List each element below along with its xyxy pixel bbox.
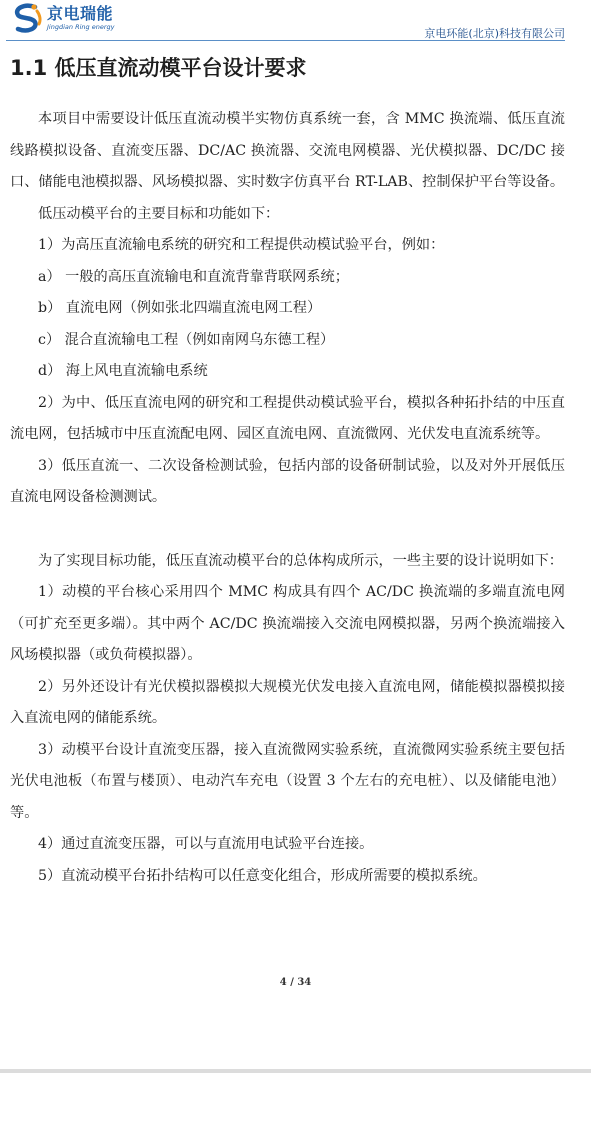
paragraph-goal-2: 2）为中、低压直流电网的研究和工程提供动模试验平台，模拟各种拓扑结的中压直流电网，包括城市中压直流配电网、园区直流电网、直流微网、光伏发电直流系统等。 xyxy=(10,394,565,442)
paragraph-design-2: 2）另外还设计有光伏模拟器模拟大规模光伏发电接入直流电网，储能模拟器模拟接入直流电网的储能系统。 xyxy=(10,678,565,726)
page-number: 4 / 34 xyxy=(279,977,312,988)
document-body xyxy=(10,104,565,892)
paragraph-goal-3: 3）低压直流一、二次设备检测试验，包括内部的设备研制试验，以及对外开展低压直流电网设备检测测试。 xyxy=(10,457,565,505)
list-item-c: c） 混合直流输电工程（例如南网乌东德工程） xyxy=(38,331,335,348)
paragraph-goal-1: 1）为高压直流输电系统的研究和工程提供动模试验平台，例如： xyxy=(38,237,445,253)
paragraph-gap xyxy=(10,514,565,546)
paragraph-design-1: 1）动模的平台核心采用四个 MMC 构成具有四个 AC/DC 换流端的多端直流电网（可扩充至更多端）。其中两个 AC/DC 换流端接入交流电网模拟器，另两个换流端接入风场模拟器（或负荷模拟器）。 xyxy=(10,584,565,663)
paragraph-design-4: 4）通过直流变压器，可以与直流用电试验平台连接。 xyxy=(38,836,374,852)
paragraph-design-intro: 为了实现目标功能，低压直流动模平台的总体构成所示，一些主要的设计说明如下： xyxy=(38,552,563,569)
logo-swirl-icon xyxy=(10,2,44,34)
company-name: 京电环能(北京)科技有限公司 xyxy=(424,27,565,40)
list-item-d: d） 海上风电直流输电系统 xyxy=(38,363,208,379)
page-header xyxy=(0,0,591,42)
list-item-b: b） 直流电网（例如张北四端直流电网工程） xyxy=(38,300,322,316)
section-title: 1.1 低压直流动模平台设计要求 xyxy=(10,56,307,80)
list-item-a: a） 一般的高压直流输电和直流背靠背联网系统； xyxy=(38,268,349,285)
company-logo xyxy=(10,2,114,34)
logo-english-name: Jingdian Ring energy xyxy=(47,22,115,31)
header-divider xyxy=(6,40,565,41)
paragraph-design-5: 5）直流动模平台拓扑结构可以任意变化组合，形成所需要的模拟系统。 xyxy=(38,867,487,884)
page-bottom-divider xyxy=(0,1069,591,1073)
logo-name: 京电瑞能 xyxy=(47,3,114,23)
paragraph-goals-heading: 低压动模平台的主要目标和功能如下： xyxy=(38,205,280,222)
paragraph-intro: 本项目中需要设计低压直流动模半实物仿真系统一套，含 MMC 换流端、低压直流线路模拟设备、直流变压器、DC/AC 换流器、交流电网模器、光伏模拟器、DC/DC 接口、储能电池模拟器、风场模拟器、实时数字仿真平台 RT-LAB、控制保护平台等设备。 xyxy=(10,111,565,190)
paragraph-design-3: 3）动模平台设计直流变压器，接入直流微网实验系统，直流微网实验系统主要包括光伏电池板（布置与楼顶）、电动汽车充电（设置 3 个左右的充电桩）、以及储能电池）等。 xyxy=(10,741,565,821)
